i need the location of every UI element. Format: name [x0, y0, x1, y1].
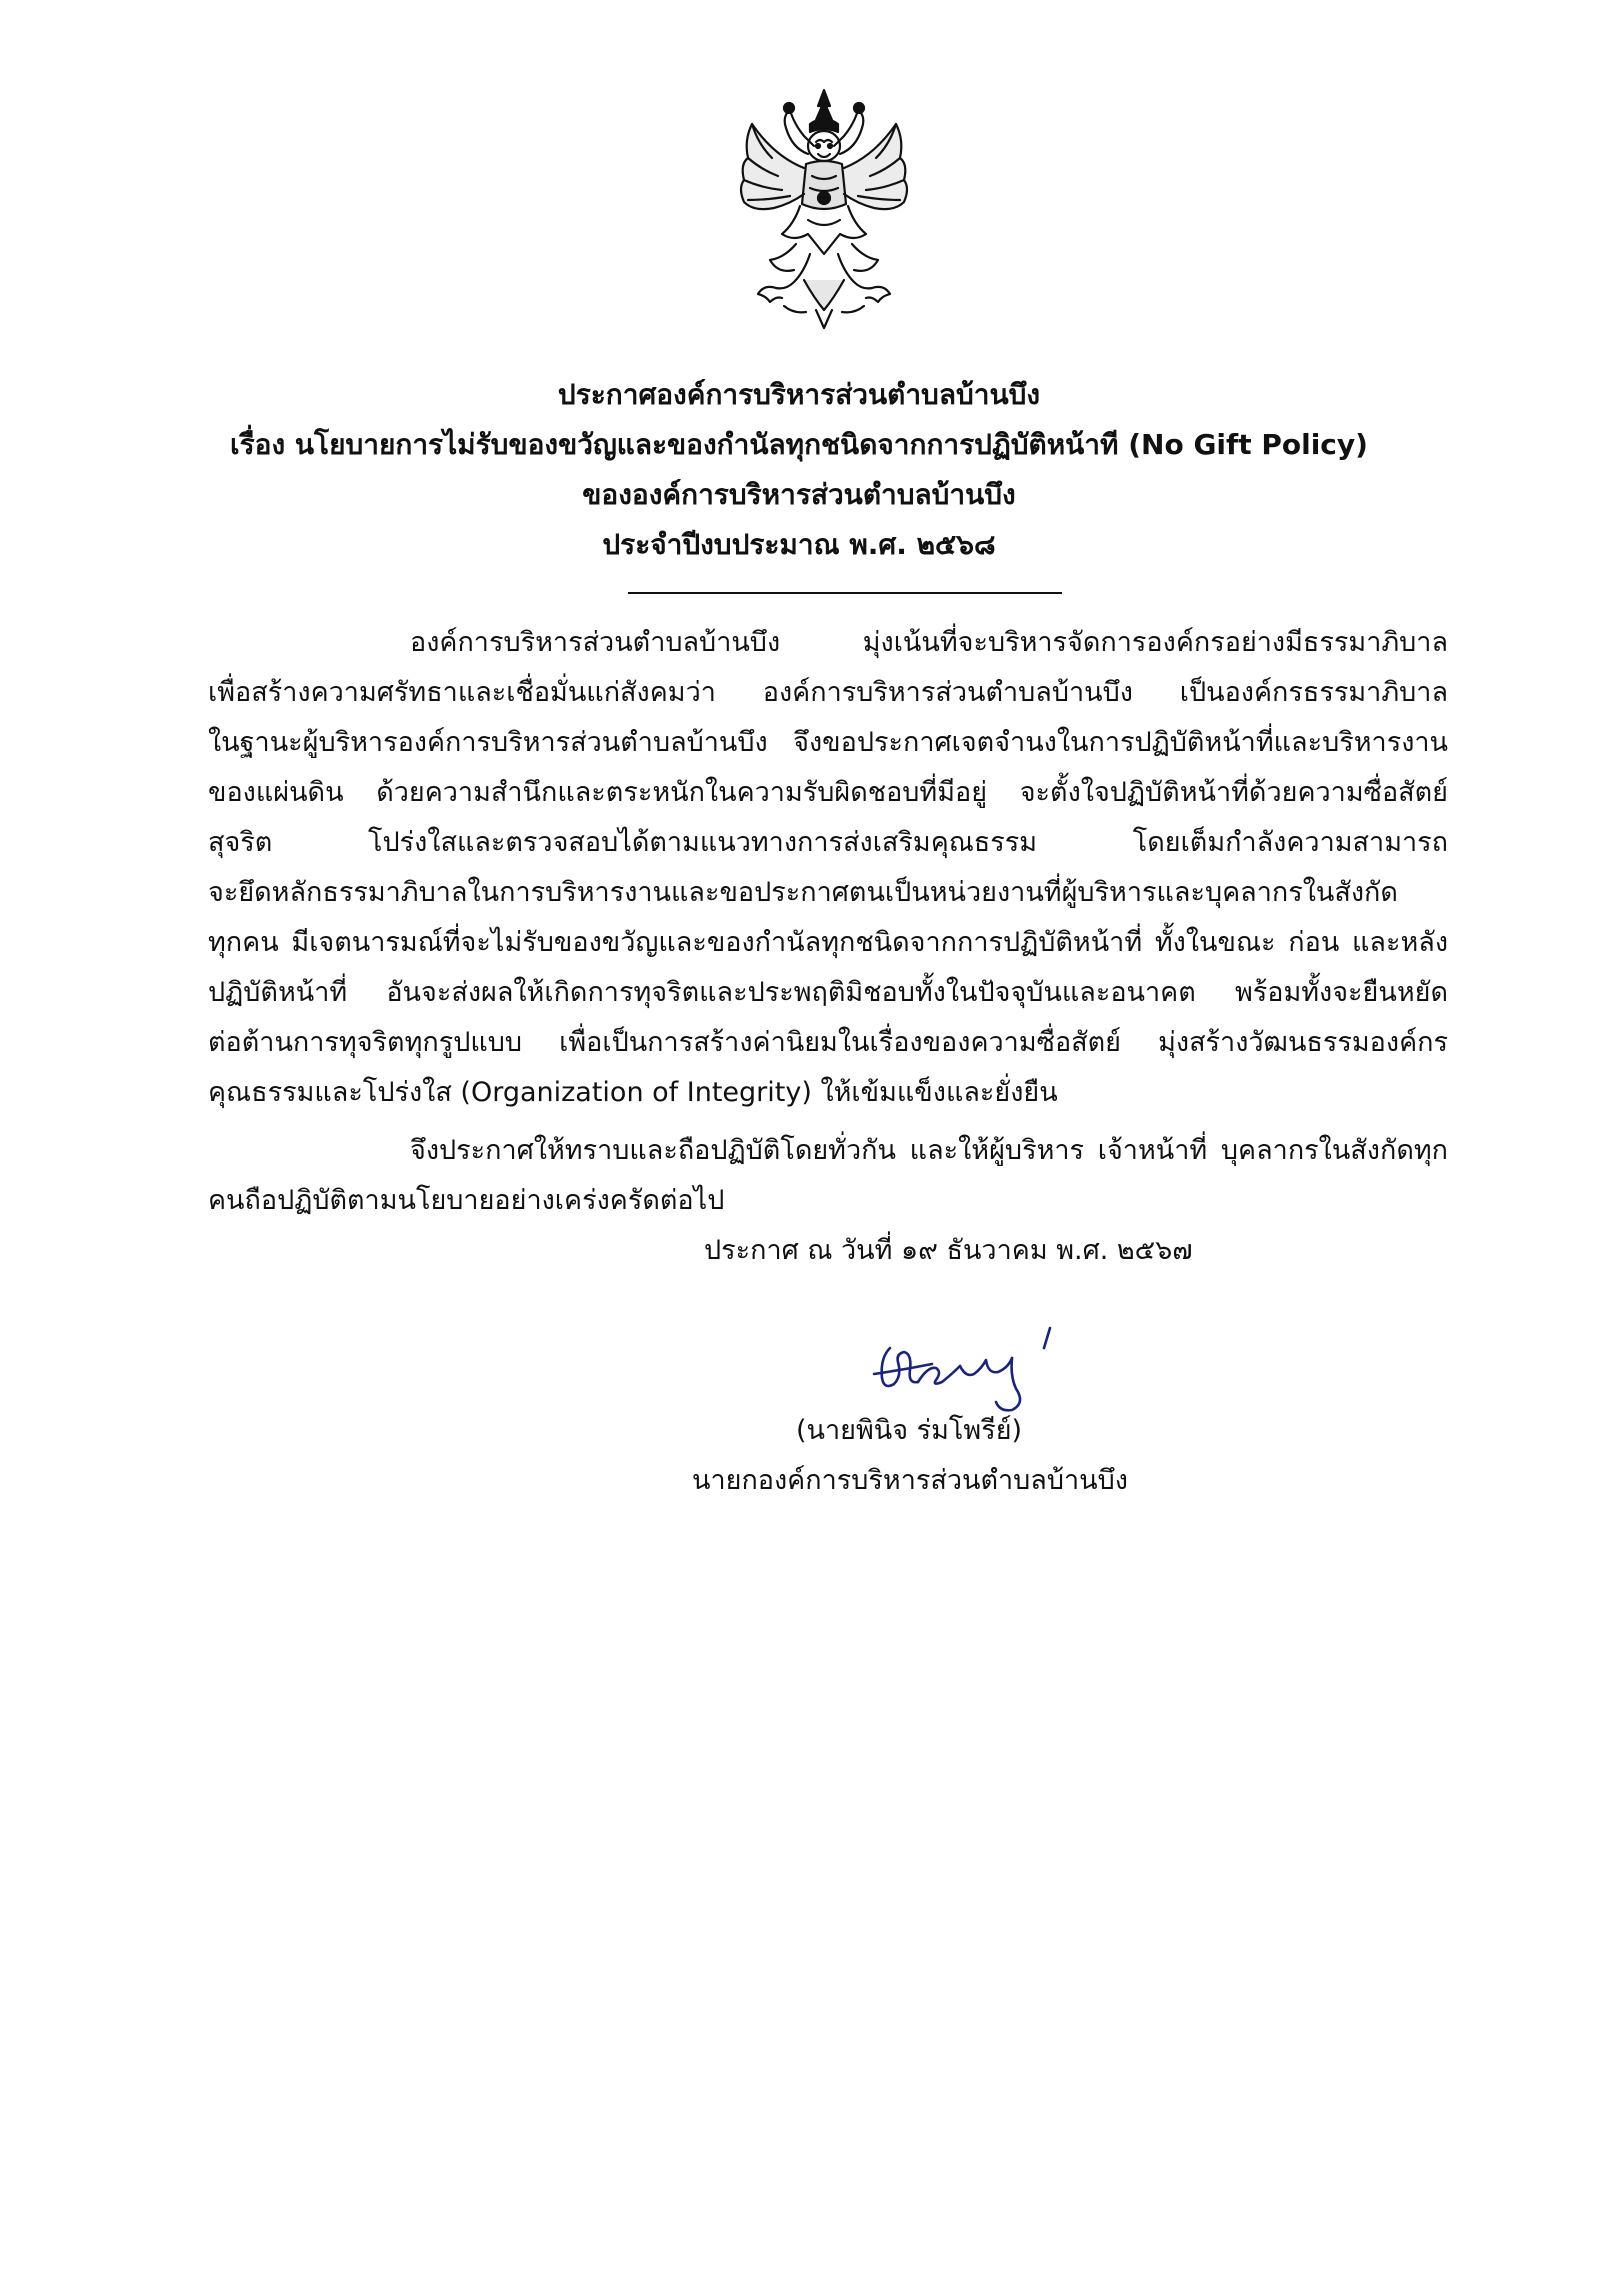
body-line: ในฐานะผู้บริหารองค์การบริหารส่วนตำบลบ้านบึง จึงขอประกาศเจตจำนงในการปฏิบัติหน้าที่และบริหารงาน	[208, 727, 1448, 758]
announcement-organization: ขององค์การบริหารส่วนตำบลบ้านบึง	[582, 478, 1016, 511]
announcement-fiscal-year: ประจำปีงบประมาณ พ.ศ. ๒๕๖๘	[602, 528, 996, 561]
body-line: องค์การบริหารส่วนตำบลบ้านบึง มุ่งเน้นที่จะบริหารจัดการองค์กรอย่างมีธรรมาภิบาล	[410, 627, 1448, 658]
body-line: ต่อต้านการทุจริตทุกรูปแบบ เพื่อเป็นการสร้างค่านิยมในเรื่องของความซื่อสัตย์ มุ่งสร้างวัฒนธรรมองค์กร	[208, 1027, 1448, 1058]
body-line: เพื่อสร้างความศรัทธาและเชื่อมั่นแก่สังคมว่า องค์การบริหารส่วนตำบลบ้านบึง เป็นองค์กรธรรมาภิบาล	[208, 677, 1448, 708]
body-line: ทุกคน มีเจตนารมณ์ที่จะไม่รับของขวัญและของกำนัลทุกชนิดจากการปฏิบัติหน้าที่ ทั้งในขณะ ก่อน และหลัง	[208, 927, 1448, 958]
body-line: ปฏิบัติหน้าที่ อันจะส่งผลให้เกิดการทุจริตและประพฤติมิชอบทั้งในปัจจุบันและอนาคต พร้อมทั้งจะยืนหยัด	[208, 977, 1448, 1008]
signer-name: (นายพินิจ ร่มโพรีย์)	[796, 1415, 1023, 1446]
body-line: จะยึดหลักธรรมาภิบาลในการบริหารงานและขอประกาศตนเป็นหน่วยงานที่ผู้บริหารและบุคลากรในสังกัด	[208, 877, 1398, 908]
body-line: คุณธรรมและโปร่งใส (Organization of Integrity) ให้เข้มแข็งและยั่งยืน	[208, 1077, 1058, 1108]
body-line: จึงประกาศให้ทราบและถือปฏิบัติโดยทั่วกัน และให้ผู้บริหาร เจ้าหน้าที่ บุคลากรในสังกัดทุก	[410, 1135, 1448, 1166]
announcement-subject: เรื่อง นโยบายการไม่รับของขวัญและของกำนัลทุกชนิดจากการปฏิบัติหน้าที (No Gift Policy)	[230, 428, 1368, 461]
signer-position: นายกองค์การบริหารส่วนตำบลบ้านบึง	[692, 1465, 1128, 1496]
garuda-emblem-icon	[734, 84, 914, 334]
body-line: ของแผ่นดิน ด้วยความสำนึกและตระหนักในความรับผิดชอบที่มีอยู่ จะตั้งใจปฏิบัติหน้าที่ด้วยความซื่อสัตย์	[208, 777, 1448, 808]
handwritten-signature	[862, 1318, 1072, 1418]
body-line: คนถือปฏิบัติตามนโยบายอย่างเคร่งครัดต่อไป	[208, 1185, 725, 1216]
heading-divider	[628, 592, 1062, 594]
announcement-date: ประกาศ ณ วันที่ ๑๙ ธันวาคม พ.ศ. ๒๕๖๗	[704, 1235, 1193, 1266]
body-line: สุจริต โปร่งใสและตรวจสอบได้ตามแนวทางการส่งเสริมคุณธรรม โดยเต็มกำลังความสามารถ	[208, 827, 1448, 858]
announcement-title: ประกาศองค์การบริหารส่วนตำบลบ้านบึง	[557, 378, 1041, 411]
